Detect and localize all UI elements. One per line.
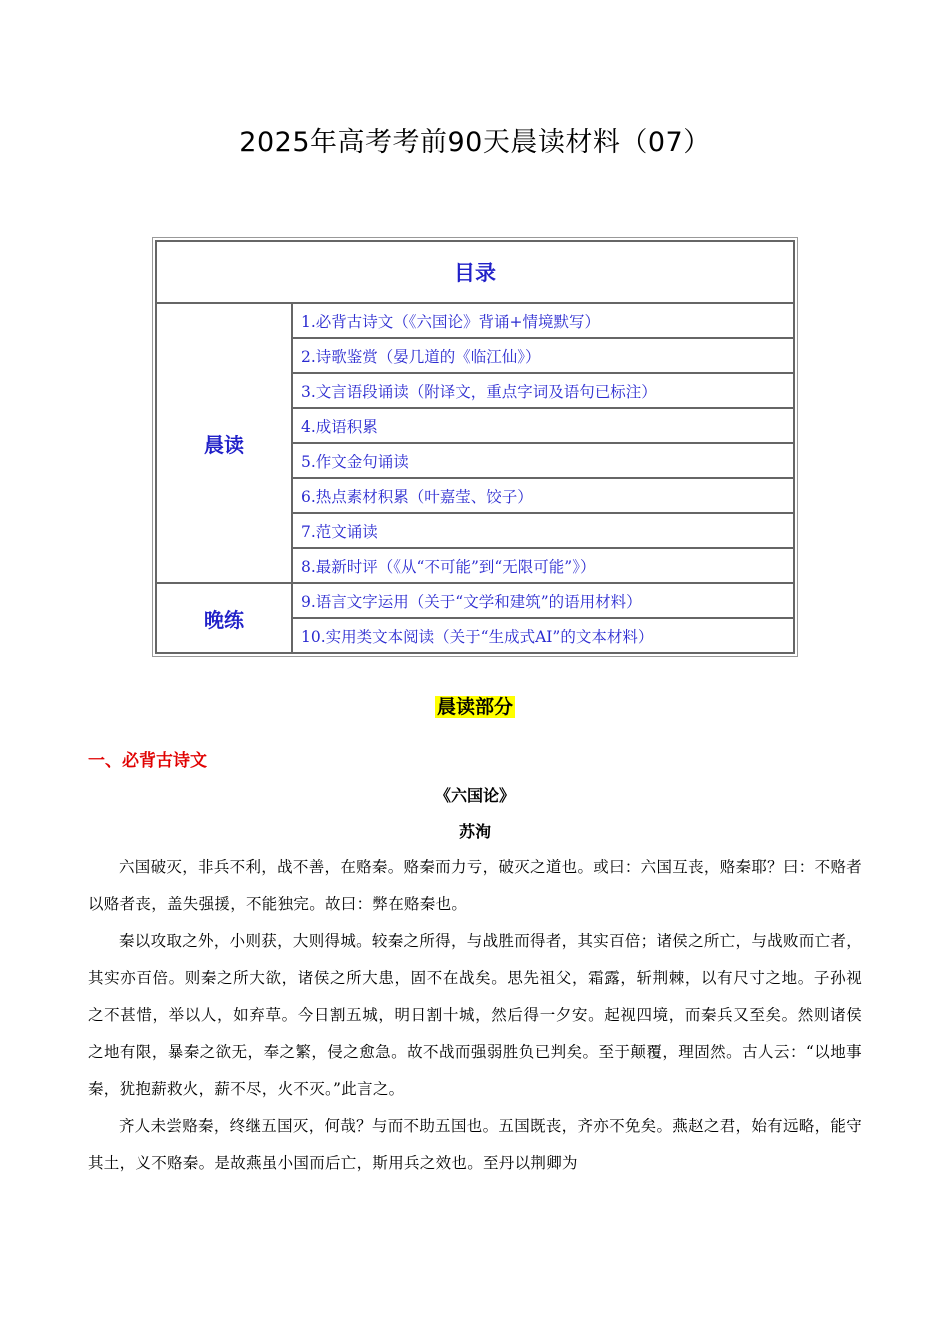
morning-part-label — [0, 692, 950, 719]
paragraph: 秦以攻取之外，小则获，大则得城。较秦之所得，与战胜而得者，其实百倍；诸侯之所亡，与战败而亡者，其实亦百倍。则秦之所大欲，诸侯之所大患，固不在战矣。思先祖父，霜露，斩荆棘，以有尺寸之地。子孙视之不甚惜，举以人，如弃草。今日割五城，明日割十城，然后得一夕安。起视四境，而秦兵又至矣。然则诸侯之地有限，暴秦之欲无，奉之繁，侵之愈急。故不战而强弱胜负已判矣。至于颠覆，理固然。古人云：“以地事秦，犹抱薪救火，薪不尽，火不灭。”此言之。 — [88, 932, 862, 1098]
table-of-contents — [155, 240, 795, 654]
toc-item[interactable]: 10.实用类文本阅读（关于“生成式AI”的文本材料） — [292, 618, 794, 653]
toc-item[interactable]: 8.最新时评（《从“不可能”到“无限可能”》） — [292, 548, 794, 583]
toc-item[interactable]: 9.语言文字运用（关于“文学和建筑”的语用材料） — [292, 583, 794, 618]
toc-item[interactable]: 7.范文诵读 — [292, 513, 794, 548]
toc-section-morning: 晨读 — [156, 303, 292, 583]
poem-author: 苏洵 — [458, 822, 491, 841]
toc-item[interactable]: 2.诗歌鉴赏（晏几道的《临江仙》） — [292, 338, 794, 373]
toc-heading: 目录 — [156, 241, 794, 303]
document-title: 2025年高考考前90天晨读材料（07） — [239, 127, 711, 158]
toc-item[interactable]: 4.成语积累 — [292, 408, 794, 443]
paragraph: 六国破灭，非兵不利，战不善，在赂秦。赂秦而力亏，破灭之道也。或曰：六国互丧，赂秦耶？曰：不赂者以赂者丧，盖失强援，不能独完。故曰：弊在赂秦也。 — [88, 858, 862, 913]
poem-title: 《六国论》 — [434, 786, 515, 805]
section-heading: 一、必背古诗文 — [88, 751, 207, 771]
morning-part-label-text: 晨读部分 — [436, 696, 513, 718]
toc-item[interactable]: 6.热点素材积累（叶嘉莹、饺子） — [292, 478, 794, 513]
paragraph: 齐人未尝赂秦，终继五国灭，何哉？与而不助五国也。五国既丧，齐亦不免矣。燕赵之君，始有远略，能守其土，义不赂秦。是故燕虽小国而后亡，斯用兵之效也。至丹以荆卿为 — [88, 1117, 862, 1172]
toc-item[interactable]: 1.必背古诗文（《六国论》背诵+情境默写） — [292, 303, 794, 338]
toc-section-evening: 晚练 — [156, 583, 292, 653]
toc-item[interactable]: 5.作文金句诵读 — [292, 443, 794, 478]
poem-body — [88, 849, 862, 1182]
toc-item[interactable]: 3.文言语段诵读（附译文，重点字词及语句已标注） — [292, 373, 794, 408]
